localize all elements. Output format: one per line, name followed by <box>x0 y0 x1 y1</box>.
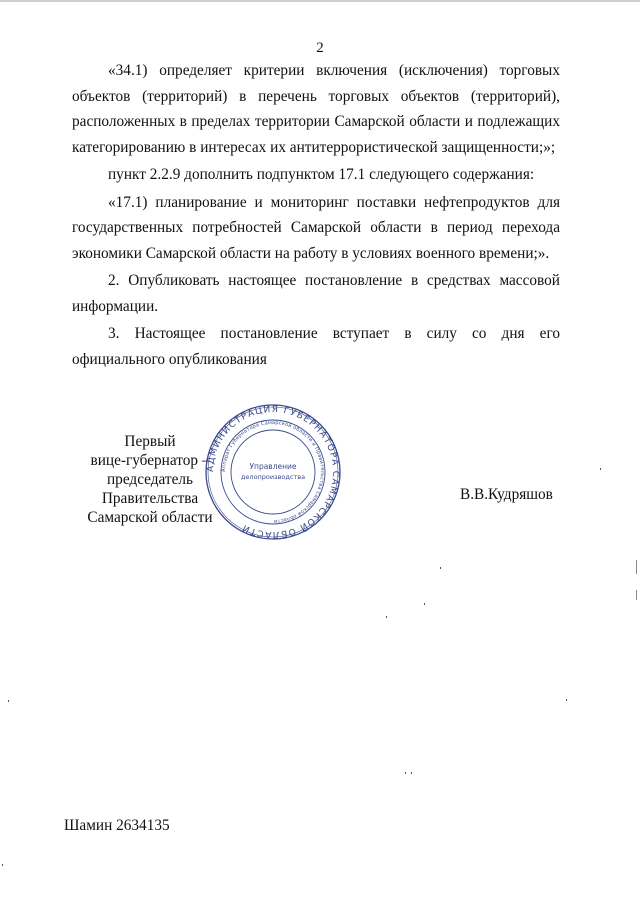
official-seal-stamp <box>203 402 343 542</box>
scan-speck <box>8 700 9 702</box>
signatory-name: В.В.Кудряшов <box>460 486 553 503</box>
seal-inner-text: Аппарат Губернатора Самарской области и Правительства Самарской области <box>220 419 326 525</box>
paragraph-clause-2-2-9: пункт 2.2.9 дополнить подпунктом 17.1 следующего содержания: <box>108 166 535 183</box>
page-top-edge <box>0 0 640 2</box>
scan-edge-mark <box>636 590 637 600</box>
seal-center-line2: делопроизводства <box>240 473 306 481</box>
scan-speck <box>566 699 567 701</box>
seal-outer-text: АДМИНИСТРАЦИЯ ГУБЕРНАТОРА САМАРСКОЙ ОБЛАСТИ <box>205 404 341 540</box>
paragraph-17-1: «17.1) планирование и мониторинг поставки нефтепродуктов для государственных потребностей Самарской области в период перехода экономики Самарской области на работу в условиях военного времени;». <box>72 193 560 262</box>
scan-speck <box>424 603 425 605</box>
signatory-title-line: Самарской области <box>87 509 213 526</box>
scan-speck <box>386 616 387 618</box>
page-number: 2 <box>316 40 324 56</box>
scan-speck <box>405 772 406 774</box>
signatory-title-line: вице-губернатор – <box>90 452 210 469</box>
document-body <box>72 58 560 374</box>
paragraph-publish: 2. Опубликовать настоящее постановление в средствах массовой информации. <box>72 272 560 315</box>
scan-speck <box>411 772 412 774</box>
paragraph-effective: 3. Настоящее постановление вступает в силу со дня его официального опубликования <box>72 325 560 368</box>
seal-center-line1: Управление <box>249 462 297 471</box>
signatory-title-line: Первый <box>124 433 176 450</box>
paragraph-34-1: «34.1) определяет критерии включения (исключения) торговых объектов (территорий) в перечень торговых объектов (территорий), расположенных в пределах территории Самарской области и подлежащих категорированию в интересах их антитеррористической защищенности;»; <box>72 62 560 156</box>
scan-speck <box>600 468 601 470</box>
signatory-title-line: председатель Правительства <box>101 471 199 507</box>
scan-speck <box>440 567 441 569</box>
scan-edge-mark <box>636 560 637 574</box>
executor-contact: Шамин 2634135 <box>64 817 170 834</box>
scan-speck <box>2 864 3 866</box>
